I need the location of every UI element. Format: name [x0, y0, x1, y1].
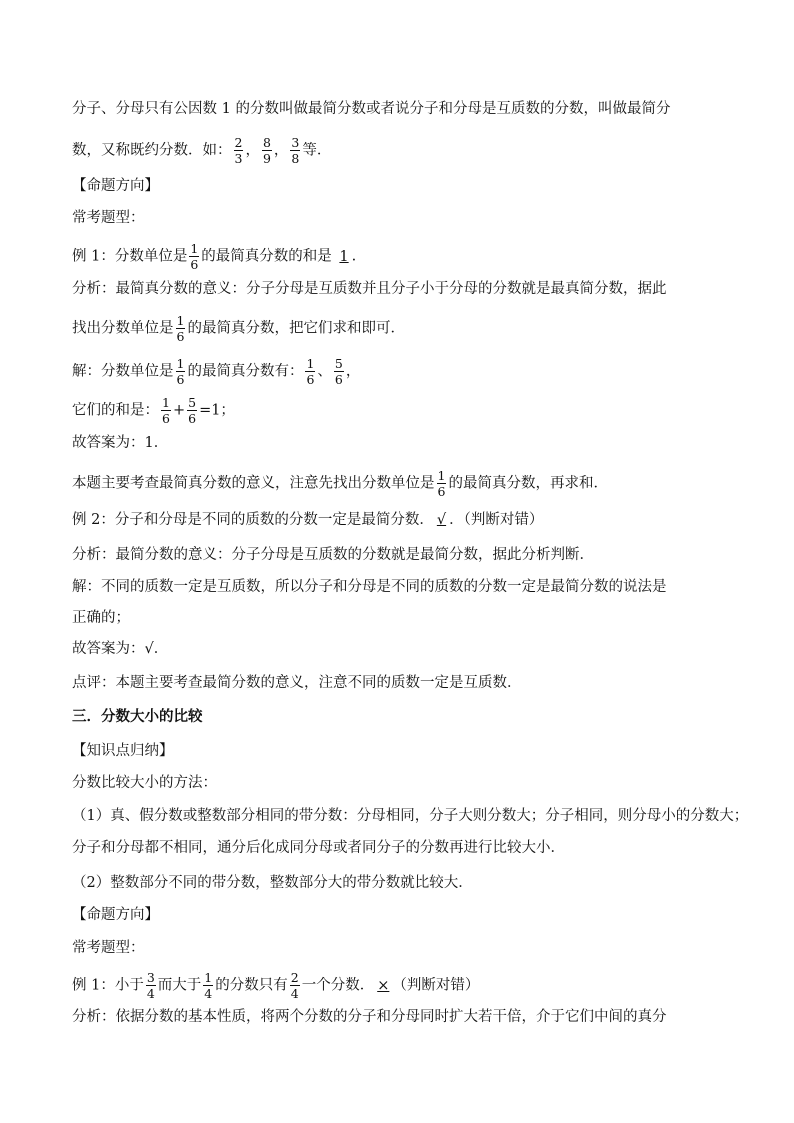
text-segment: 故答案为：√． — [72, 641, 169, 657]
fraction-denominator: 4 — [290, 986, 299, 1001]
fraction — [187, 395, 197, 426]
answer-blank: × — [377, 977, 390, 994]
text-line-9 — [72, 395, 732, 426]
fraction-denominator: 3 — [234, 151, 243, 166]
text-line-24 — [72, 904, 732, 926]
text-segment: 分析：最简真分数的意义：分子分母是互质数并且分子小于分母的分数就是最真简分数，据此 — [72, 281, 667, 297]
text-segment: 【命题方向】 — [72, 907, 159, 923]
text-segment: 【命题方向】 — [72, 178, 159, 194]
text-line-13 — [72, 544, 732, 566]
fraction-denominator: 6 — [176, 372, 185, 387]
text-segment: 故答案为：1． — [72, 435, 169, 451]
text-line-25 — [72, 937, 732, 959]
text-segment: 的最简真分数，再求和． — [448, 475, 608, 492]
fraction-numerator: 5 — [188, 395, 197, 410]
text-segment: 等． — [302, 142, 332, 159]
fraction-numerator: 2 — [234, 135, 243, 150]
text-segment: 例 1：小于 — [72, 977, 144, 994]
text-segment: 数，又称既约分数．如： — [72, 142, 232, 159]
fraction-denominator: 4 — [146, 986, 155, 1001]
fraction — [161, 395, 171, 426]
text-line-18 — [72, 706, 732, 728]
text-segment: 分子、分母只有公因数 1 的分数叫做最简分数或者说分子和分母是互质数的分数，叫做最简分 — [72, 101, 671, 117]
text-line-1 — [72, 98, 732, 120]
text-segment: 本题主要考查最简真分数的意义，注意先找出分数单位是 — [72, 475, 435, 492]
text-segment: 它们的和是： — [72, 402, 159, 419]
fraction-denominator: 6 — [176, 329, 185, 344]
text-line-19 — [72, 740, 732, 762]
text-line-26 — [72, 970, 732, 1001]
text-segment: 的最简真分数，把它们求和即可． — [187, 320, 405, 337]
text-segment: ， — [273, 142, 289, 159]
fraction — [176, 356, 186, 387]
fraction — [305, 356, 315, 387]
text-segment: 而大于 — [157, 977, 202, 994]
text-segment: 常考题型： — [72, 940, 145, 956]
fraction-denominator: 9 — [262, 151, 271, 166]
text-segment: （2）整数部分不同的带分数，整数部分大的带分数就比较大． — [72, 875, 473, 891]
text-segment: 分数比较大小的方法： — [72, 775, 217, 791]
fraction-numerator: 1 — [437, 468, 446, 483]
fraction — [290, 135, 300, 166]
text-segment: 一个分数． — [301, 977, 375, 994]
fraction — [176, 313, 186, 344]
text-segment: （判断对错） — [392, 977, 480, 994]
text-segment: ， — [345, 363, 361, 380]
text-segment: 解：不同的质数一定是互质数，所以分子和分母是不同的质数的分数一定是最简分数的说法是 — [72, 579, 667, 595]
text-segment: 例 2：分子和分母是不同的质数的分数一定是最简分数． — [72, 512, 434, 528]
fraction — [290, 970, 300, 1001]
fraction — [234, 135, 244, 166]
text-line-7 — [72, 313, 732, 344]
fraction — [334, 356, 344, 387]
text-line-14 — [72, 576, 732, 598]
fraction-denominator: 6 — [334, 372, 343, 387]
text-segment: + — [172, 402, 186, 419]
text-segment: 、 — [317, 363, 332, 380]
text-segment: 常考题型： — [72, 210, 145, 226]
text-line-4 — [72, 207, 732, 229]
answer-blank: 1 — [339, 248, 349, 265]
text-line-5 — [72, 241, 732, 272]
text-segment: （1）真、假分数或整数部分相同的带分数：分母相同，分子大则分数大；分子相同，则分母小的分数大； — [72, 808, 749, 824]
fraction-numerator: 3 — [146, 970, 155, 985]
answer-blank: √ — [436, 512, 447, 528]
text-segment: 例 1：分数单位是 — [72, 248, 188, 265]
text-line-16 — [72, 638, 732, 660]
text-segment: 【知识点归纳】 — [72, 743, 174, 759]
fraction-numerator: 8 — [262, 135, 271, 150]
fraction — [437, 468, 447, 499]
text-segment: 分子和分母都不相同，通分后化成同分母或者同分子的分数再进行比较大小． — [72, 840, 565, 856]
text-segment: ， — [245, 142, 260, 159]
text-segment: 分析：最简分数的意义：分子分母是互质数的分数就是最简分数，据此分析判断． — [72, 547, 594, 563]
text-line-17 — [72, 672, 732, 694]
text-line-2 — [72, 135, 732, 166]
text-line-22 — [72, 837, 732, 859]
text-segment: 的分数只有 — [215, 977, 288, 994]
fraction-denominator: 6 — [162, 411, 170, 426]
text-segment: 三．分数大小的比较 — [72, 708, 203, 725]
text-segment: 正确的； — [72, 610, 130, 626]
fraction — [262, 135, 272, 166]
text-segment: . — [351, 248, 357, 265]
text-segment: 的最简真分数有： — [187, 363, 304, 380]
fraction-numerator: 1 — [162, 395, 170, 410]
fraction-numerator: 3 — [291, 135, 300, 150]
text-line-21 — [72, 805, 749, 827]
text-line-10 — [72, 432, 732, 454]
fraction-numerator: 1 — [190, 241, 199, 256]
text-line-23 — [72, 872, 732, 894]
fraction — [146, 970, 156, 1001]
fraction-numerator: 1 — [306, 356, 315, 371]
fraction-numerator: 1 — [176, 356, 185, 371]
text-line-3 — [72, 175, 732, 197]
text-segment: 的最简真分数的和是 — [201, 248, 337, 265]
text-segment: ．（判断对错） — [449, 512, 544, 528]
text-segment: 解：分数单位是 — [72, 363, 174, 380]
text-line-15 — [72, 607, 732, 629]
fraction-denominator: 6 — [306, 372, 315, 387]
fraction-denominator: 6 — [188, 411, 197, 426]
fraction-denominator: 6 — [190, 257, 199, 272]
text-segment: 找出分数单位是 — [72, 320, 174, 337]
text-line-20 — [72, 772, 732, 794]
fraction-numerator: 2 — [290, 970, 299, 985]
fraction — [189, 241, 199, 272]
text-line-6 — [72, 278, 732, 300]
text-segment: 点评：本题主要考查最简分数的意义，注意不同的质数一定是互质数． — [72, 675, 522, 691]
text-line-8 — [72, 356, 732, 387]
text-segment: =1； — [199, 402, 235, 419]
fraction-denominator: 6 — [437, 484, 446, 499]
fraction-numerator: 5 — [334, 356, 343, 371]
text-segment: 分析：依据分数的基本性质，将两个分数的分子和分母同时扩大若干倍，介于它们中间的真分 — [72, 1009, 667, 1025]
fraction-numerator: 1 — [176, 313, 185, 328]
text-line-27 — [72, 1006, 732, 1028]
text-line-11 — [72, 468, 732, 499]
fraction — [203, 970, 213, 1001]
fraction-denominator: 4 — [204, 986, 213, 1001]
fraction-numerator: 1 — [204, 970, 213, 985]
fraction-denominator: 8 — [291, 151, 300, 166]
text-line-12 — [72, 509, 732, 531]
